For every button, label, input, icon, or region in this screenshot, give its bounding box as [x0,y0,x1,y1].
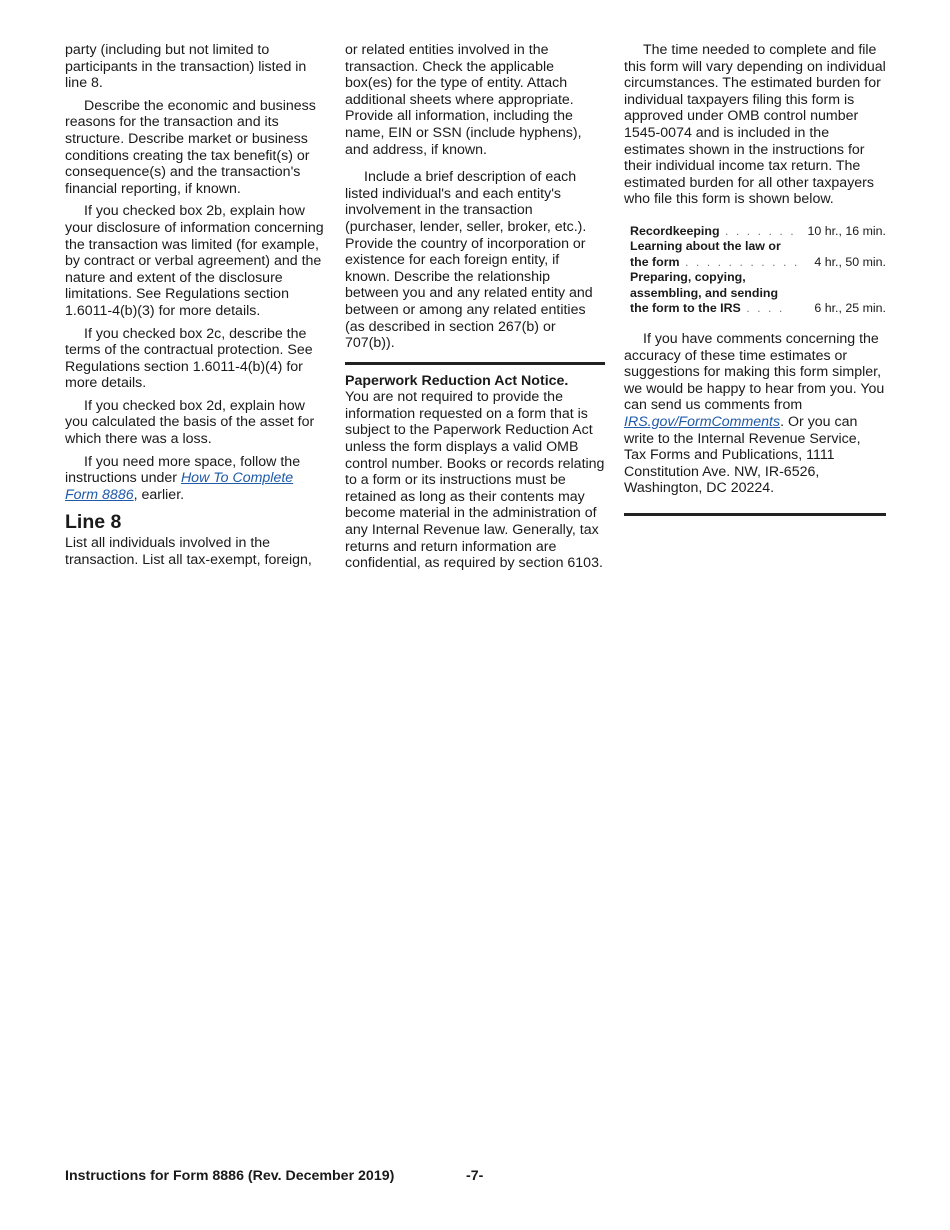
paragraph: If you checked box 2c, describe the terms of the contractual protection. See Regulations section 1.6011-4(b)(4) for more details. [65,325,313,392]
row-value: 6 hr., 25 min. [814,301,886,316]
paragraph: The time needed to complete and file this form will vary depending on individual circumstances. The estimated burden for individual taxpayers filing this form is approved under OMB control number 1545-0074 and is included in the estimates shown in the instructions for their individual income tax return. The estimated burden for all other taxpayers who file this form is shown below. [624,42,886,208]
column-2 [345,42,605,578]
table-cell [630,255,805,271]
paragraph [624,331,886,497]
paragraph [65,454,327,504]
section-heading-line-8: Line 8 [65,511,122,534]
divider [624,513,886,516]
row-value: 4 hr., 50 min. [814,254,886,269]
paperwork-notice-title: Paperwork Reduction Act Notice. [345,372,569,389]
paragraph: List all individuals involved in the transaction. List all tax-exempt, foreign, [65,535,312,569]
row-label: Preparing, copying, [630,270,746,285]
table-row [630,301,886,317]
row-label: Recordkeeping [630,223,720,238]
page-number: -7- [466,1168,484,1184]
text: If you need more space, follow the instructions under [65,453,301,487]
column-3 [624,42,886,524]
table-row [630,270,886,286]
table-row [630,286,886,302]
leader-dots: . . . . . . . . . . . [679,254,800,269]
leader-dots: . . . . . . . [719,223,796,238]
text: If you have comments concerning the accuracy of these time estimates or suggestions for making this form simpler, we would be happy to hear from you. You can send us comments from [624,330,885,414]
paragraph: Include a brief description of each listed individual's and each entity's involvement in the transaction (purchaser, lender, seller, broker, etc.). Provide the country of incorporation or existence for each foreign entity, if known. Describe the relationship between you and any related entity and between or among any related entities (as described in section 267(b) or 707(b)). [345,169,593,352]
how-to-complete-link[interactable]: How To Complete Form 8886 [65,470,294,503]
paragraph: party (including but not limited to participants in the transaction) listed in line 8. [65,42,307,92]
text: , earlier. [133,486,185,503]
table-row [630,239,886,255]
paragraph: If you checked box 2d, explain how you calculated the basis of the asset for which there was a loss. [65,397,315,448]
text: . Or you can write to the Internal Revenue Service, Tax Forms and Publications, 1111 Constitution Ave. NW, IR-6526, Washington, DC 20224. [624,413,861,497]
burden-table [630,224,886,317]
form-comments-link[interactable]: IRS.gov/FormComments [624,413,781,430]
table-cell [630,301,805,317]
paragraph: or related entities involved in the transaction. Check the applicable box(es) for the type of entity. Attach additional sheets where appropriate. Provide all information, including the name, EIN or SSN (include hyphens), and address, if known. [345,42,582,158]
column-1 [65,42,327,575]
row-label: the form [630,254,680,269]
row-label: assembling, and sending [630,285,779,300]
row-label: Learning about the law or [630,239,781,254]
row-value: 10 hr., 16 min. [807,223,886,238]
divider [345,362,605,365]
table-row [630,224,886,240]
row-label: the form to the IRS [630,301,741,316]
leader-dots: . . . . [740,301,785,316]
footer-title: Instructions for Form 8886 (Rev. December 2019) [65,1168,395,1184]
paragraph: If you checked box 2b, explain how your disclosure of information concerning the transaction was limited (for example, by contract or verbal agreement) and the nature and extent of the disclosure limitations. See Regulations section 1.6011-4(b)(3) for more details. [65,203,324,319]
table-cell [630,224,805,240]
table-row [630,255,886,271]
paperwork-notice-body: You are not required to provide the information requested on a form that is subject to the Paperwork Reduction Act unless the form displays a valid OMB control number. Books or records relating to a form or its instructions must be retained as long as their contents may become material in the administration of any Internal Revenue law. Generally, tax returns and return information are confidential, as required by section 6103. [345,389,605,572]
paragraph: Describe the economic and business reasons for the transaction and its structure. Describe market or business conditions creating the tax benefit(s) or consequence(s) and the transaction's financial reporting, if known. [65,97,316,197]
